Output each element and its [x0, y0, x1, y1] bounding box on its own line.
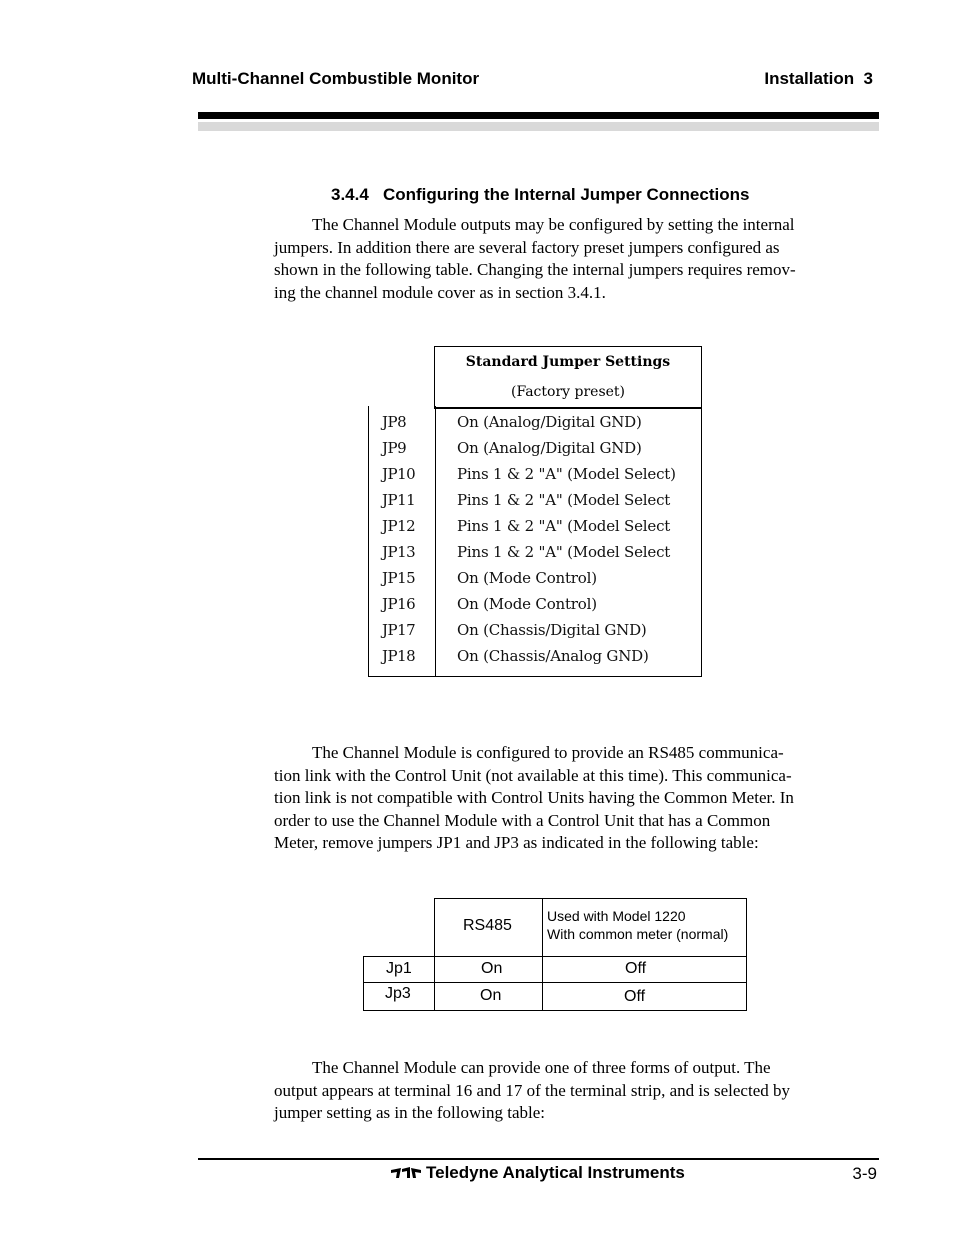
header-cell-common-meter	[542, 898, 747, 957]
jumper-table-subheading: (Factory preset)	[510, 384, 626, 400]
row-label-cell	[363, 982, 435, 1011]
rs485-jumper-table	[363, 898, 747, 1012]
paragraph-line: shown in the following table. Changing the internal jumpers requires remov-	[274, 260, 796, 279]
jumper-setting: On (Mode Control)	[457, 595, 597, 613]
teledyne-logo-icon	[390, 1166, 422, 1180]
jumper-setting: Pins 1 & 2 "A" (Model Select	[457, 517, 671, 535]
table-row	[369, 462, 701, 488]
footer-brand-name: Teledyne Analytical Instruments	[426, 1163, 685, 1182]
jumper-setting: Pins 1 & 2 "A" (Model Select)	[457, 465, 676, 483]
jumper-table-heading: Standard Jumper Settings	[465, 354, 671, 370]
table-cell	[542, 956, 747, 983]
header-rule	[198, 112, 879, 119]
jumper-table-body	[368, 406, 702, 677]
paragraph-line: jumper setting as in the following table:	[274, 1103, 546, 1122]
column-header-line: Used with Model 1220	[547, 908, 686, 924]
table-row	[369, 618, 701, 644]
rs485-value: On	[480, 987, 502, 1004]
section-heading: 3.4.4 Configuring the Internal Jumper Connections	[331, 185, 750, 204]
paragraph-line: ing the channel module cover as in section 3.4.1.	[274, 282, 606, 302]
paragraph-line: Meter, remove jumpers JP1 and JP3 as indicated in the following table:	[274, 833, 759, 852]
jumper-table-header	[434, 346, 702, 409]
jumper-setting: On (Analog/Digital GND)	[457, 439, 642, 457]
jumper-id: JP8	[382, 413, 407, 431]
jumper-id: JP15	[382, 569, 416, 587]
paragraph-line: The Channel Module outputs may be configured by setting the internal	[312, 215, 795, 234]
jumper-id: JP13	[382, 543, 416, 561]
footer-rule	[198, 1158, 879, 1160]
paragraph-output-forms	[274, 1057, 844, 1125]
jumper-id: JP10	[382, 465, 416, 483]
jumper-id: JP11	[382, 491, 416, 509]
paragraph-line: order to use the Channel Module with a Control Unit that has a Common	[274, 810, 771, 830]
page-number: 3-9	[852, 1164, 877, 1183]
standard-jumper-settings-table	[368, 346, 702, 678]
table-cell	[434, 956, 543, 983]
jumper-setting: On (Analog/Digital GND)	[457, 413, 642, 431]
paragraph-line: output appears at terminal 16 and 17 of the terminal strip, and is selected by	[274, 1080, 790, 1100]
jumper-id: JP18	[382, 647, 416, 665]
jumper-id: JP17	[382, 621, 416, 639]
table-cell	[434, 982, 543, 1011]
jumper-setting: On (Chassis/Digital GND)	[457, 621, 647, 639]
table-row	[369, 644, 701, 670]
jumper-setting: Pins 1 & 2 "A" (Model Select	[457, 491, 671, 509]
row-label-cell	[363, 956, 435, 983]
running-header-title: Multi-Channel Combustible Monitor	[192, 69, 480, 88]
table-row	[369, 488, 701, 514]
column-header-line: With common meter (normal)	[547, 926, 729, 942]
paragraph-line: tion link is not compatible with Control Units having the Common Meter. In	[274, 788, 794, 807]
table-row	[369, 592, 701, 618]
paragraph-line: The Channel Module can provide one of three forms of output. The	[312, 1058, 771, 1077]
paragraph-line: jumpers. In addition there are several factory preset jumpers configured as	[274, 237, 780, 257]
jumper-id: Jp3	[385, 985, 411, 1002]
jumper-id: JP9	[382, 439, 407, 457]
jumper-setting: Pins 1 & 2 "A" (Model Select	[457, 543, 671, 561]
column-header: RS485	[463, 917, 512, 934]
paragraph-line: tion link with the Control Unit (not available at this time). This communica-	[274, 765, 792, 785]
paragraph-rs485	[274, 742, 844, 855]
table-row	[369, 566, 701, 592]
common-meter-value: Off	[624, 988, 646, 1005]
paragraph-line: The Channel Module is configured to provide an RS485 communica-	[312, 743, 784, 762]
jumper-id: Jp1	[386, 960, 412, 977]
table-cell	[542, 982, 747, 1011]
common-meter-value: Off	[625, 960, 647, 977]
rs485-value: On	[481, 960, 503, 977]
jumper-setting: On (Chassis/Analog GND)	[457, 647, 649, 665]
header-rule-shadow	[198, 122, 879, 131]
jumper-id: JP16	[382, 595, 416, 613]
table-row	[369, 410, 701, 436]
footer-brand	[390, 1163, 685, 1183]
jumper-id: JP12	[382, 517, 416, 535]
header-cell-rs485	[434, 898, 543, 957]
running-header-chapter: Installation 3	[764, 69, 873, 88]
paragraph-jumpers-intro	[274, 214, 844, 304]
table-row	[369, 540, 701, 566]
table-row	[369, 436, 701, 462]
table-row	[369, 514, 701, 540]
jumper-setting: On (Mode Control)	[457, 569, 597, 587]
